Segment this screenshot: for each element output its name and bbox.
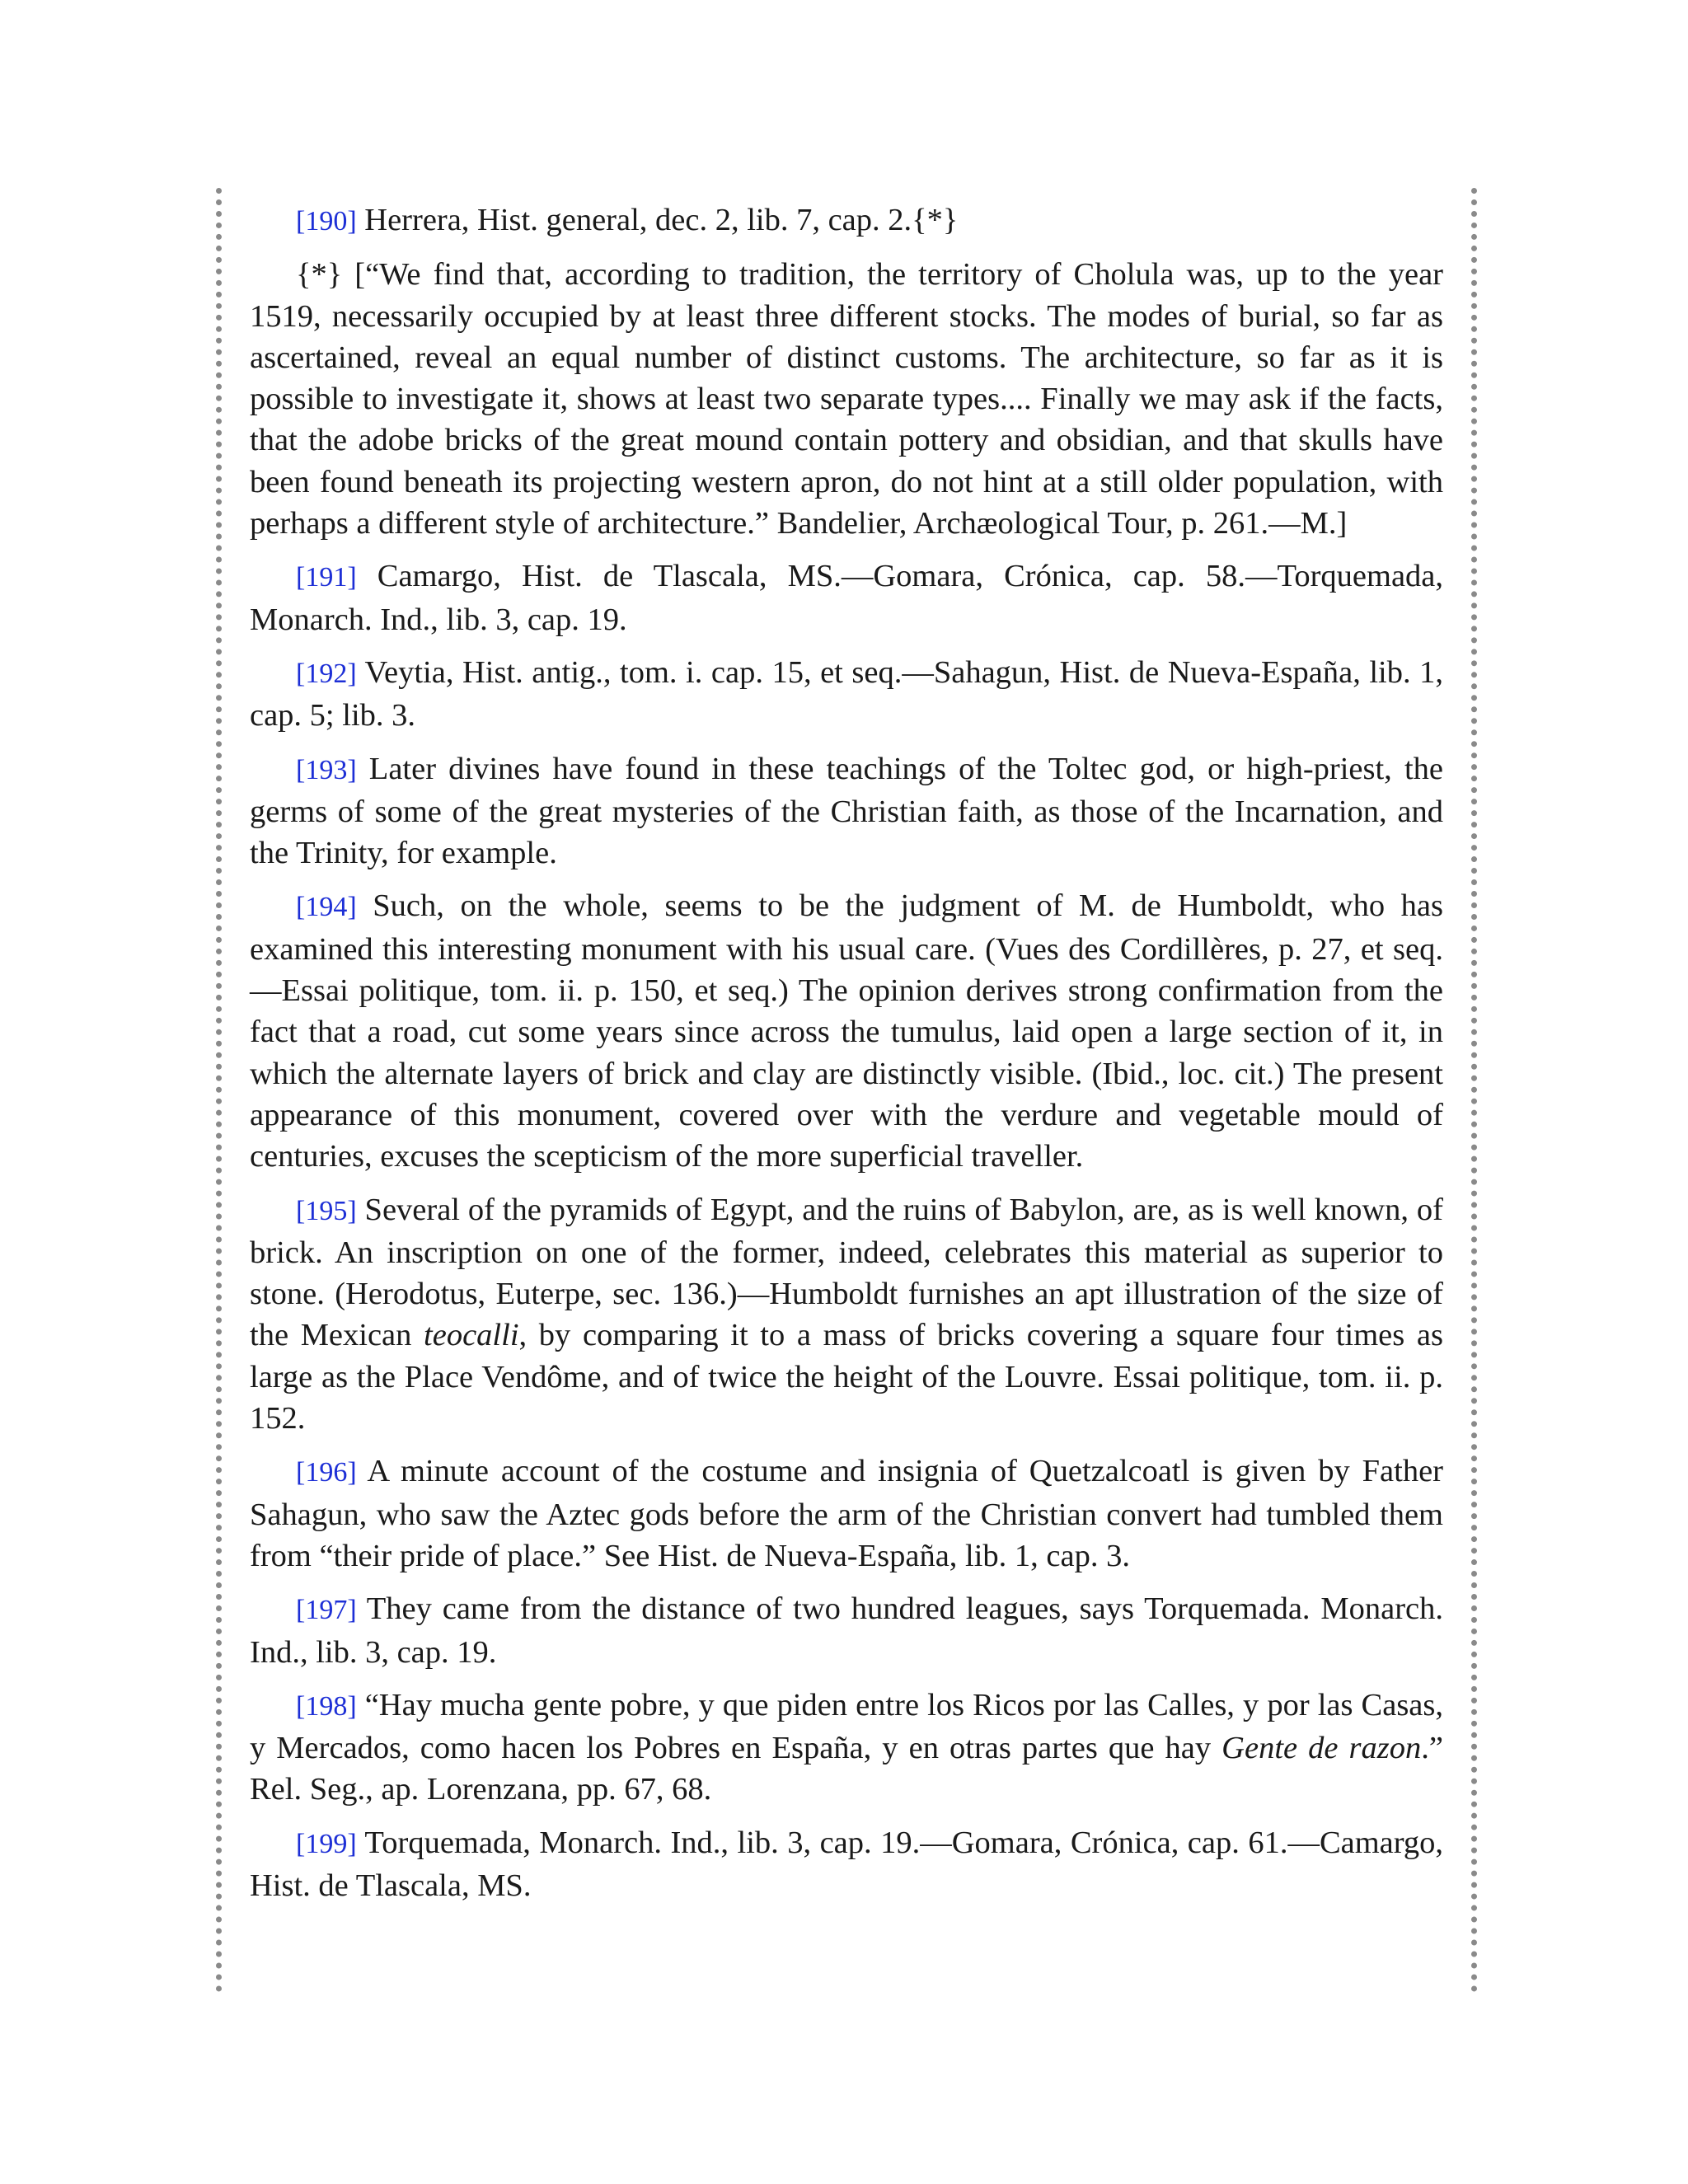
footnote-191: [250, 555, 1443, 640]
footnote-198: [250, 1685, 1443, 1811]
footnote-199: [250, 1822, 1443, 1907]
footnote-text: Later divines have found in these teachings of the Toltec god, or high-priest, the germs of some of the great mysteries of the Christian faith, as those of the Incarnation, and the Trinity, for example.: [250, 751, 1443, 871]
footnote-192: [250, 652, 1443, 737]
footnotes-list: [250, 199, 1443, 1918]
footnote-193: [250, 748, 1443, 874]
footnote-ref-199[interactable]: [199]: [296, 1828, 357, 1859]
footnote-ref-191[interactable]: [191]: [296, 562, 357, 593]
page-frame: [216, 188, 1477, 1993]
footnote-text: Camargo, Hist. de Tlascala, MS.—Gomara, Crónica, cap. 58.—Torquemada, Monarch. Ind., lib. 3, cap. 19.: [250, 559, 1443, 637]
footnote-197: [250, 1588, 1443, 1673]
footnote-text: They came from the distance of two hundred leagues, says Torquemada. Monarch. Ind., lib. 3, cap. 19.: [250, 1591, 1443, 1670]
footnote-text: A minute account of the costume and insignia of Quetzalcoatl is given by Father Sahagun, who saw the Aztec gods before the arm of the Christian convert had tumbled them from “their pride of place.” See Hist. de Nueva-España, lib. 1, cap. 3.: [250, 1454, 1443, 1573]
footnote-text: Several of the pyramids of Egypt, and the ruins of Babylon, are, as is well known, of brick. An inscription on one of the former, indeed, celebrates this material as superior to stone. (Herodotus, Euterpe, sec. 136.)—Humboldt furnishes an apt illustration of the size of the Mexican: [250, 1192, 1443, 1353]
footnote-italic: teocalli: [424, 1318, 519, 1353]
footnote-text: {*} [“We find that, according to tradition, the territory of Cholula was, up to the year 1519, necessarily occupied by at least three different stocks. The modes of burial, so far as ascertained, reveal an equal number of distinct customs. The architecture, so far as it is possible to investigate it, shows at least two separate types.... Finally we may ask if the facts, that the adobe bricks of the great mound contain pottery and obsidian, and that skulls have been found beneath its projecting western apron, do not hint at a still older population, with perhaps a different style of architecture.” Bandelier, Archæological Tour, p. 261.—M.]: [250, 257, 1443, 541]
footnote-ref-195[interactable]: [195]: [296, 1195, 357, 1226]
footnote-ref-194[interactable]: [194]: [296, 892, 357, 923]
footnote-196: [250, 1451, 1443, 1577]
footnote-ref-190[interactable]: [190]: [296, 206, 357, 237]
footnote-text: .” Rel. Seg., ap. Lorenzana, pp. 67, 68.: [250, 1731, 1443, 1807]
footnote-text: Such, on the whole, seems to be the judgment of M. de Humboldt, who has examined this interesting monument with his usual care. (Vues des Cordillères, p. 27, et seq.—Essai politique, tom. ii. p. 150, et seq.) The opinion derives strong confirmation from the fact that a road, cut some years since across the tumulus, laid open a large section of it, in which the alternate layers of brick and clay are distinctly visible. (Ibid., loc. cit.) The present appearance of this monument, covered over with the verdure and vegetable mould of centuries, excuses the scepticism of the more superficial traveller.: [250, 888, 1443, 1174]
footnote-text: “Hay mucha gente pobre, y que piden entre los Ricos por las Calles, y por las Casas, y Mercados, como hacen los Pobres en España, y en otras partes que hay: [250, 1687, 1443, 1766]
footnote-text: Torquemada, Monarch. Ind., lib. 3, cap. 19.—Gomara, Crónica, cap. 61.—Camargo, Hist. de Tlascala, MS.: [250, 1825, 1443, 1903]
footnote-190-editor-note: [250, 254, 1443, 544]
footnote-ref-196[interactable]: [196]: [296, 1457, 357, 1488]
footnote-text: Herrera, Hist. general, dec. 2, lib. 7, cap. 2.{*}: [356, 203, 959, 237]
footnote-text: , by comparing it to a mass of bricks covering a square four times as large as the Place Vendôme, and of twice the height of the Louvre. Essai politique, tom. ii. p. 152.: [250, 1318, 1443, 1436]
footnote-ref-197[interactable]: [197]: [296, 1595, 357, 1626]
footnote-194: [250, 885, 1443, 1177]
footnote-190: [250, 199, 1443, 242]
footnote-text: Veytia, Hist. antig., tom. i. cap. 15, et seq.—Sahagun, Hist. de Nueva-España, lib. 1, cap. 5; lib. 3.: [250, 654, 1443, 733]
footnote-ref-192[interactable]: [192]: [296, 658, 357, 689]
footnote-195: [250, 1189, 1443, 1440]
footnote-ref-193[interactable]: [193]: [296, 754, 357, 785]
footnote-ref-198[interactable]: [198]: [296, 1690, 357, 1722]
footnote-italic: Gente de razon: [1221, 1731, 1422, 1766]
